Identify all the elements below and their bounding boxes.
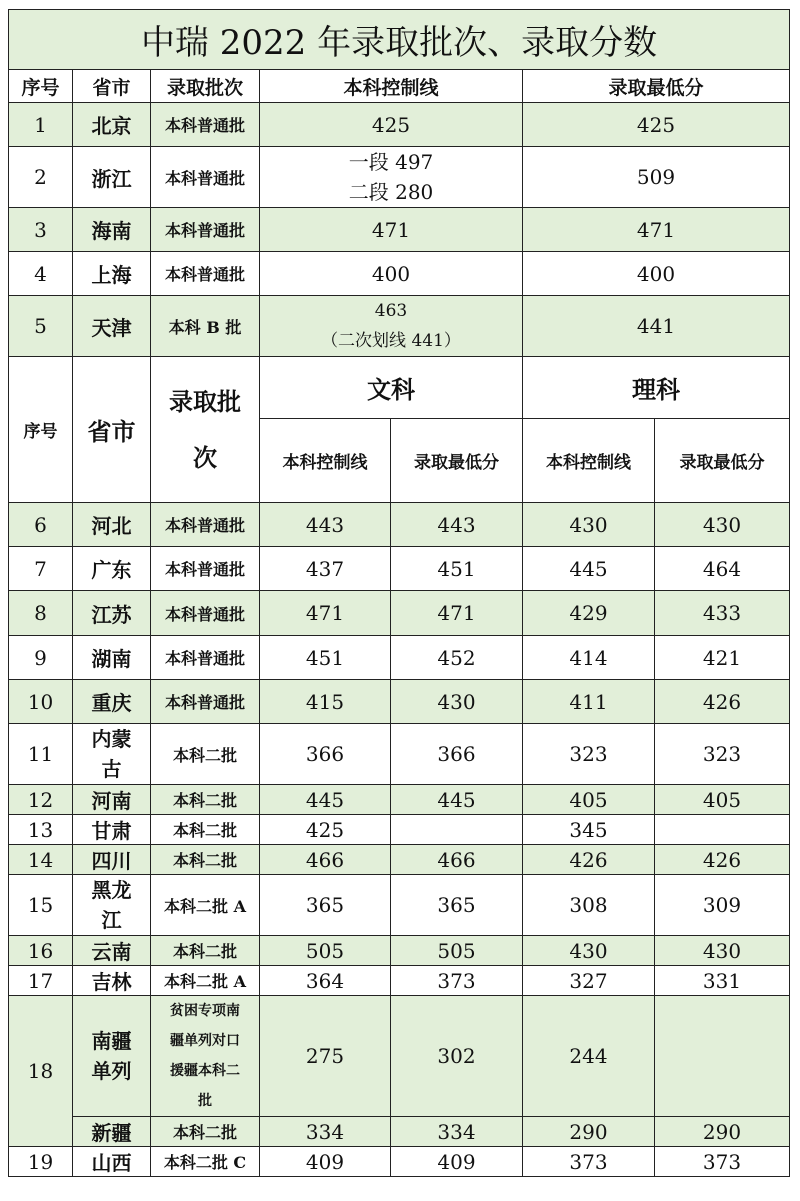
- header-control-line: 本科控制线: [260, 70, 523, 103]
- cell-science-min: [655, 996, 790, 1117]
- header-seq: 序号: [9, 70, 73, 103]
- cell-province: 河北: [73, 503, 151, 547]
- cell-province: 广东: [73, 547, 151, 591]
- table-row: [9, 845, 790, 875]
- cell-science-control: 327: [523, 966, 655, 996]
- cell-arts-control: 505: [260, 936, 391, 966]
- cell-seq: 8: [9, 591, 73, 636]
- cell-batch: 本科普通批: [151, 680, 260, 724]
- table-row: [9, 591, 790, 636]
- header-min-score: 录取最低分: [523, 70, 790, 103]
- cell-province: 江苏: [73, 591, 151, 636]
- cell-seq: 3: [9, 208, 73, 252]
- cell-arts-control: 437: [260, 547, 391, 591]
- admission-score-table: [8, 9, 790, 1177]
- control-line-part-1: 一段 497: [348, 150, 434, 174]
- cell-province: 四川: [73, 845, 151, 875]
- cell-arts-control: 365: [260, 875, 391, 936]
- header2-province: 省市: [73, 357, 151, 503]
- cell-arts-min: 443: [391, 503, 523, 547]
- cell-science-control: 411: [523, 680, 655, 724]
- cell-province: 山西: [73, 1147, 151, 1177]
- province-part-1: 南疆: [91, 1029, 132, 1053]
- title-row: [9, 10, 790, 70]
- cell-science-min: 430: [655, 936, 790, 966]
- cell-science-min: 433: [655, 591, 790, 636]
- cell-science-control: 308: [523, 875, 655, 936]
- cell-arts-min: [391, 815, 523, 845]
- cell-province: 云南: [73, 936, 151, 966]
- cell-control-line: [260, 296, 523, 357]
- cell-batch: 本科普通批: [151, 103, 260, 147]
- cell-min-score: 400: [523, 252, 790, 296]
- table-row: [9, 252, 790, 296]
- control-line-part-2: 二段 280: [348, 180, 434, 204]
- control-line-part-2: （二次划线 441）: [321, 331, 461, 351]
- cell-arts-min: 505: [391, 936, 523, 966]
- cell-arts-control: 425: [260, 815, 391, 845]
- cell-arts-min: 409: [391, 1147, 523, 1177]
- cell-province: [73, 996, 151, 1117]
- cell-science-min: 405: [655, 785, 790, 815]
- cell-batch: 本科普通批: [151, 503, 260, 547]
- table-row: [9, 936, 790, 966]
- cell-arts-min: 471: [391, 591, 523, 636]
- table-row: [9, 1147, 790, 1177]
- cell-seq: 11: [9, 724, 73, 785]
- cell-batch: 本科二批 A: [151, 875, 260, 936]
- cell-science-control: 414: [523, 636, 655, 680]
- header-province: 省市: [73, 70, 151, 103]
- cell-seq: 9: [9, 636, 73, 680]
- cell-control-line: 425: [260, 103, 523, 147]
- cell-province: 北京: [73, 103, 151, 147]
- cell-batch: 本科 B 批: [151, 296, 260, 357]
- table-row: [9, 636, 790, 680]
- header2-arts-min-score: 录取最低分: [391, 419, 523, 503]
- cell-science-min: 309: [655, 875, 790, 936]
- cell-science-control: 290: [523, 1117, 655, 1147]
- cell-arts-control: 334: [260, 1117, 391, 1147]
- header2-science: 理科: [523, 357, 790, 419]
- cell-seq: 14: [9, 845, 73, 875]
- province-part-2: 单列: [91, 1059, 132, 1083]
- cell-arts-min: 430: [391, 680, 523, 724]
- cell-batch: 本科普通批: [151, 252, 260, 296]
- header2-seq: 序号: [9, 357, 73, 503]
- cell-science-control: 405: [523, 785, 655, 815]
- cell-science-min: 290: [655, 1117, 790, 1147]
- cell-science-min: 323: [655, 724, 790, 785]
- cell-arts-min: 365: [391, 875, 523, 936]
- batch-line-3: 援疆本科二: [170, 1063, 240, 1079]
- table-row: [9, 785, 790, 815]
- cell-science-min: 421: [655, 636, 790, 680]
- header2-batch-part-2: 次: [193, 442, 217, 472]
- cell-science-min: 373: [655, 1147, 790, 1177]
- cell-batch: [151, 996, 260, 1117]
- cell-science-min: [655, 815, 790, 845]
- table-row: [9, 996, 790, 1117]
- cell-control-line: [260, 147, 523, 208]
- cell-arts-min: 451: [391, 547, 523, 591]
- cell-seq: 2: [9, 147, 73, 208]
- admission-score-document: [8, 9, 789, 1177]
- cell-batch: 本科二批: [151, 845, 260, 875]
- cell-arts-control: 366: [260, 724, 391, 785]
- cell-batch: 本科二批 A: [151, 966, 260, 996]
- cell-science-control: 445: [523, 547, 655, 591]
- cell-science-control: 323: [523, 724, 655, 785]
- header-row-1: [9, 70, 790, 103]
- table-row: [9, 208, 790, 252]
- header-row-2: [9, 357, 790, 419]
- cell-science-min: 426: [655, 845, 790, 875]
- cell-province: 湖南: [73, 636, 151, 680]
- header2-batch: [151, 357, 260, 503]
- province-part-2: 江: [101, 908, 122, 932]
- table-row: [9, 966, 790, 996]
- header-batch: 录取批次: [151, 70, 260, 103]
- cell-province: 浙江: [73, 147, 151, 208]
- header2-arts: 文科: [260, 357, 523, 419]
- header2-science-control-line: 本科控制线: [523, 419, 655, 503]
- table-row: [9, 680, 790, 724]
- cell-seq: 7: [9, 547, 73, 591]
- cell-batch: 本科普通批: [151, 147, 260, 208]
- table-row: [9, 1117, 790, 1147]
- table-row: [9, 724, 790, 785]
- page-title: 中瑞 2022 年录取批次、录取分数: [9, 10, 790, 70]
- cell-arts-control: 409: [260, 1147, 391, 1177]
- cell-science-control: 426: [523, 845, 655, 875]
- cell-science-control: 429: [523, 591, 655, 636]
- cell-province: 河南: [73, 785, 151, 815]
- cell-seq: 19: [9, 1147, 73, 1177]
- cell-seq: 16: [9, 936, 73, 966]
- cell-science-control: 244: [523, 996, 655, 1117]
- cell-seq: 17: [9, 966, 73, 996]
- cell-min-score: 425: [523, 103, 790, 147]
- cell-batch: 本科二批 C: [151, 1147, 260, 1177]
- table-row: [9, 147, 790, 208]
- cell-province: 甘肃: [73, 815, 151, 845]
- cell-province: 天津: [73, 296, 151, 357]
- cell-batch: 本科普通批: [151, 547, 260, 591]
- province-part-1: 内蒙: [91, 727, 132, 751]
- cell-arts-min: 302: [391, 996, 523, 1117]
- cell-science-min: 430: [655, 503, 790, 547]
- batch-line-2: 疆单列对口: [170, 1033, 240, 1049]
- cell-arts-control: 443: [260, 503, 391, 547]
- cell-province: 新疆: [73, 1117, 151, 1147]
- cell-province: 重庆: [73, 680, 151, 724]
- cell-min-score: 441: [523, 296, 790, 357]
- cell-batch: 本科二批: [151, 724, 260, 785]
- cell-arts-min: 373: [391, 966, 523, 996]
- table-row: [9, 103, 790, 147]
- cell-arts-control: 466: [260, 845, 391, 875]
- cell-arts-min: 366: [391, 724, 523, 785]
- cell-science-min: 331: [655, 966, 790, 996]
- cell-province: 上海: [73, 252, 151, 296]
- cell-science-control: 430: [523, 936, 655, 966]
- table-row: [9, 547, 790, 591]
- cell-arts-control: 275: [260, 996, 391, 1117]
- cell-science-control: 345: [523, 815, 655, 845]
- cell-arts-control: 445: [260, 785, 391, 815]
- cell-control-line: 471: [260, 208, 523, 252]
- cell-arts-control: 451: [260, 636, 391, 680]
- batch-line-1: 贫困专项南: [170, 1003, 240, 1019]
- cell-batch: 本科二批: [151, 815, 260, 845]
- cell-arts-min: 445: [391, 785, 523, 815]
- cell-batch: 本科普通批: [151, 636, 260, 680]
- cell-province: [73, 875, 151, 936]
- batch-line-4: 批: [198, 1093, 212, 1109]
- cell-arts-min: 334: [391, 1117, 523, 1147]
- cell-arts-control: 364: [260, 966, 391, 996]
- cell-arts-min: 452: [391, 636, 523, 680]
- cell-science-control: 430: [523, 503, 655, 547]
- province-part-1: 黑龙: [91, 878, 132, 902]
- cell-min-score: 509: [523, 147, 790, 208]
- header2-arts-control-line: 本科控制线: [260, 419, 391, 503]
- cell-batch: 本科普通批: [151, 208, 260, 252]
- cell-seq: 5: [9, 296, 73, 357]
- cell-seq: 12: [9, 785, 73, 815]
- cell-control-line: 400: [260, 252, 523, 296]
- cell-min-score: 471: [523, 208, 790, 252]
- cell-arts-control: 471: [260, 591, 391, 636]
- table-row: [9, 296, 790, 357]
- cell-province: 吉林: [73, 966, 151, 996]
- cell-seq: 10: [9, 680, 73, 724]
- cell-batch: 本科二批: [151, 1117, 260, 1147]
- province-part-2: 古: [101, 757, 122, 781]
- cell-science-min: 426: [655, 680, 790, 724]
- cell-science-min: 464: [655, 547, 790, 591]
- table-row: [9, 503, 790, 547]
- header2-batch-part-1: 录取批: [169, 386, 241, 416]
- cell-seq: 1: [9, 103, 73, 147]
- cell-province: 海南: [73, 208, 151, 252]
- table-row: [9, 875, 790, 936]
- cell-seq: 15: [9, 875, 73, 936]
- cell-seq: 4: [9, 252, 73, 296]
- cell-province: [73, 724, 151, 785]
- cell-seq: 18: [9, 996, 73, 1147]
- header2-science-min-score: 录取最低分: [655, 419, 790, 503]
- cell-arts-control: 415: [260, 680, 391, 724]
- cell-seq: 6: [9, 503, 73, 547]
- cell-batch: 本科二批: [151, 936, 260, 966]
- control-line-part-1: 463: [374, 301, 408, 321]
- cell-arts-min: 466: [391, 845, 523, 875]
- table-row: [9, 815, 790, 845]
- cell-batch: 本科普通批: [151, 591, 260, 636]
- cell-science-control: 373: [523, 1147, 655, 1177]
- cell-batch: 本科二批: [151, 785, 260, 815]
- cell-seq: 13: [9, 815, 73, 845]
